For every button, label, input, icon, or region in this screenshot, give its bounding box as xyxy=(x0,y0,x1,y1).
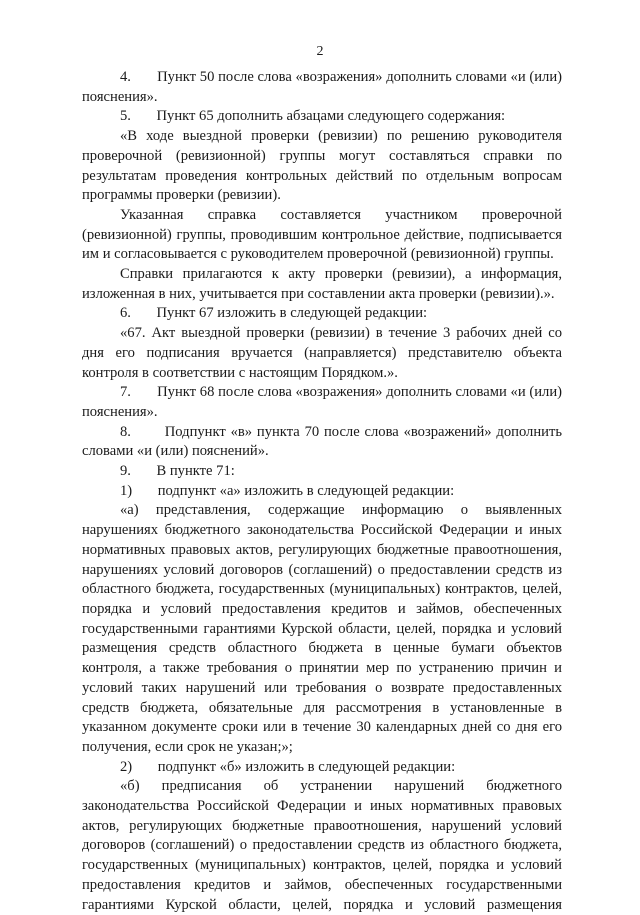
paragraph-subitem-2: 2) подпункт «б» изложить в следующей редакции: xyxy=(120,758,456,775)
paragraph-item-4: 4. Пункт 50 после слова «возражения» дополнить словами «и (или) пояснения». xyxy=(82,69,562,105)
paragraph-item-6: 6. Пункт 67 изложить в следующей редакции: xyxy=(120,305,428,322)
paragraph-notes-attached: Справки прилагаются к акту проверки (ревизии), а информация, изложенная в них, учитывается при составлении акта проверки (ревизии).». xyxy=(82,266,562,302)
paragraph-item-9: 9. В пункте 71: xyxy=(120,463,235,480)
page-number: 2 xyxy=(316,44,324,59)
paragraph-quote-67: «67. Акт выездной проверки (ревизии) в течение 3 рабочих дней со дня его подписания вручается (направляется) представителю объекта контроля в соответствии с настоящим Порядком.». xyxy=(82,325,562,381)
paragraph-quote-a: «а) представления, содержащие информацию о выявленных нарушениях бюджетного законодательства Российской Федерации и иных нормативных правовых актов, регулирующих бюджетные правоотношения, нарушениях условий договоров (соглашений) о предоставлении средств из областного бюджета, государственных (муниципальных) контрактов, целей, порядка и условий предоставления кредитов и займов, обеспеченных государственными гарантиями Курской области, целей, порядка и условий размещения средств областного бюджета в ценные бумаги объектов контроля, а также требования о принятии мер по устранению причин и условий таких нарушений или требования о возврате предоставленных средств бюджета, обязательные для рассмотрения в установленные в указанном документе сроки или в течение 30 календарных дней со дня его получения, если срок не указан;»; xyxy=(82,502,562,755)
paragraph-item-8: 8. Подпункт «в» пункта 70 после слова «возражений» дополнить словами «и (или) пояснений». xyxy=(82,423,562,460)
paragraph-subitem-1: 1) подпункт «а» изложить в следующей редакции: xyxy=(120,482,455,499)
paragraph-item-5: 5. Пункт 65 дополнить абзацами следующего содержания: xyxy=(120,108,506,125)
paragraph-item-7: 7. Пункт 68 после слова «возражения» дополнить словами «и (или) пояснения». xyxy=(82,384,562,420)
paragraph-quote-b: «б) предписания об устранении нарушений бюджетного законодательства Российской Федерации и иных нормативных правовых актов, регулирующих бюджетные правоотношения, нарушений условий договоров (соглашений) о предоставлении средств из областного бюджета, государственных (муниципальных) контрактов, целей, порядка и условий предоставления кредитов и займов, обеспеченных государственными гарантиями Курской области, целей, порядка и условий размещения xyxy=(82,778,562,913)
paragraph-quote-inspection-notes: «В ходе выездной проверки (ревизии) по решению руководителя проверочной (ревизионной) группы могут составляться справки по результатам проведения контрольных действий по отдельным вопросам программы проверки (ревизии). xyxy=(82,128,562,204)
document-body xyxy=(82,68,562,915)
paragraph-note-author: Указанная справка составляется участником проверочной (ревизионной) группы, проводившим контрольное действие, подписывается им и согласовывается с руководителем проверочной (ревизионной) группы. xyxy=(82,206,562,263)
